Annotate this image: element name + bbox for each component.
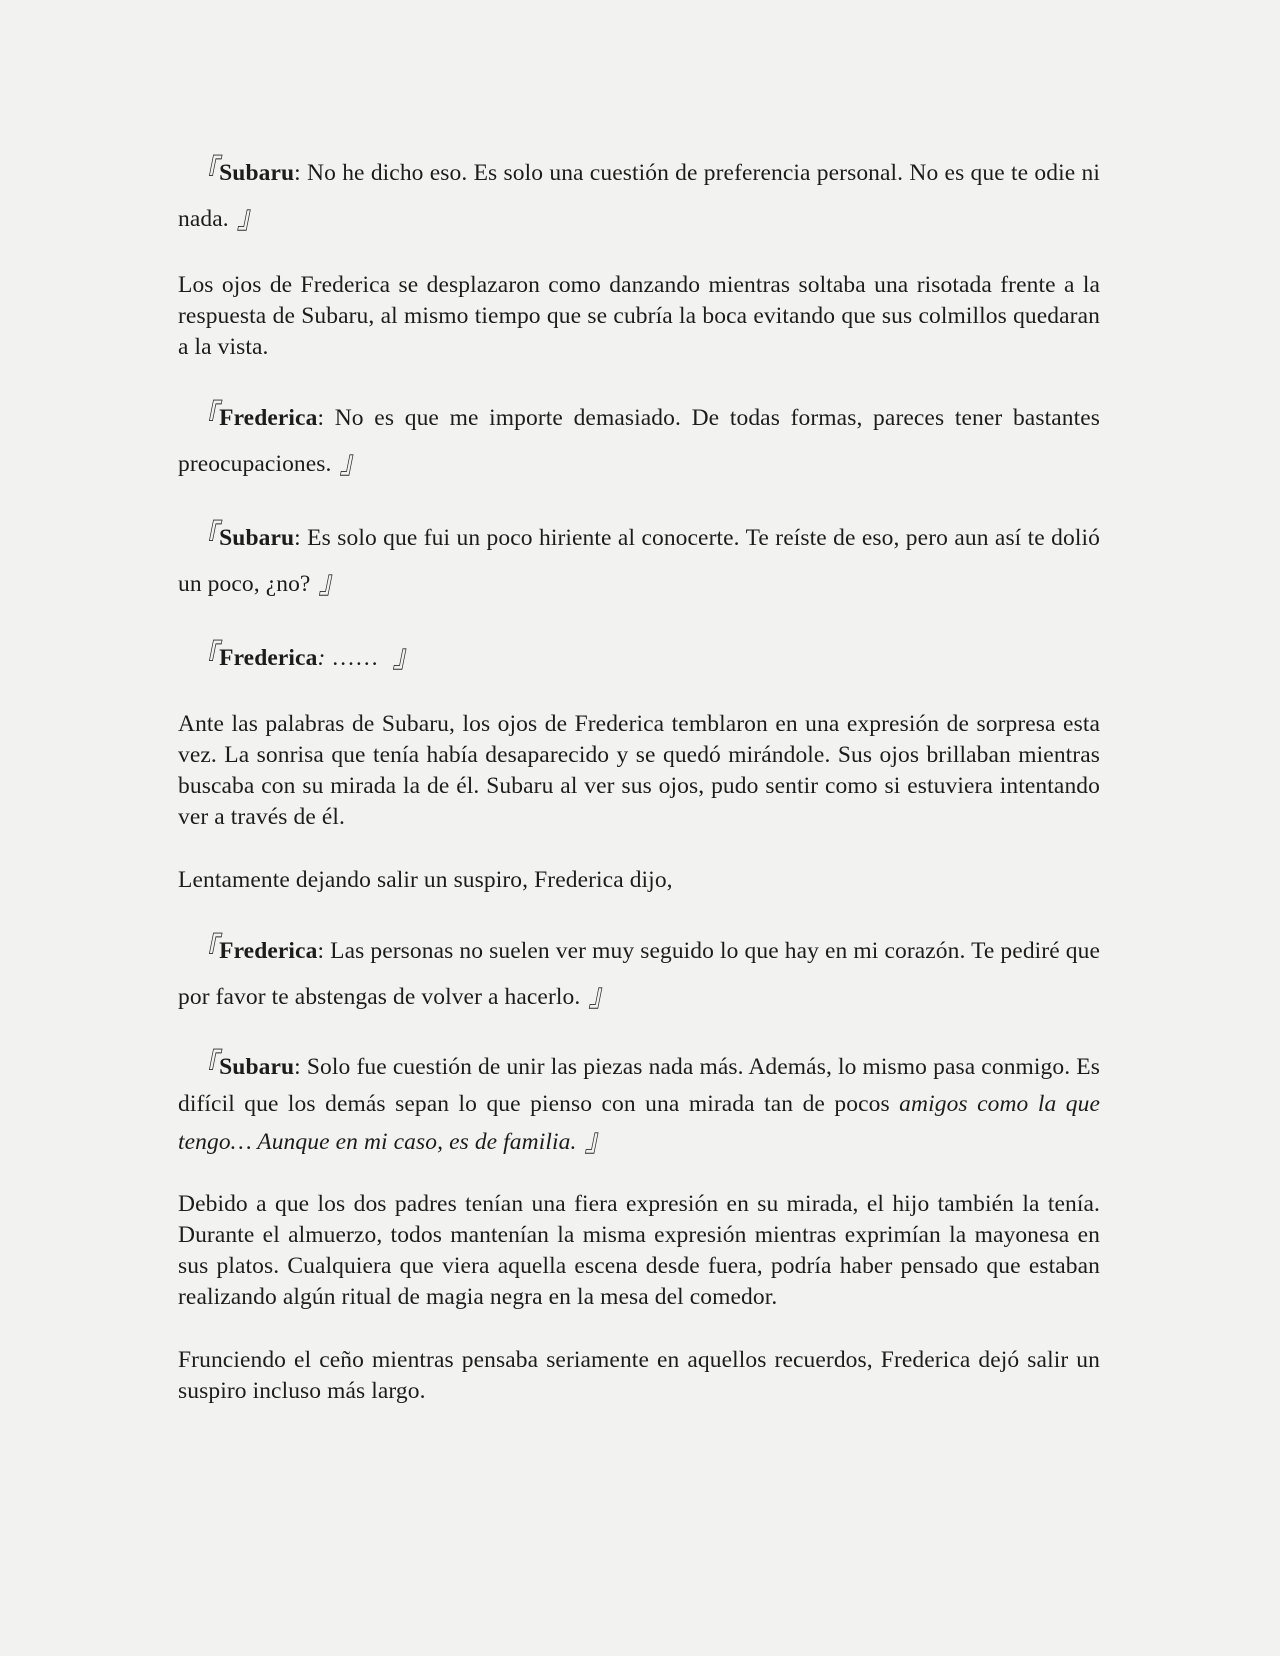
page-body xyxy=(178,150,1100,1439)
dialogue-subaru-2 xyxy=(178,515,1100,607)
quote-close-mark: 』 xyxy=(392,638,419,676)
dialogue-frederica-2 xyxy=(178,635,1100,681)
dialogue-subaru-3 xyxy=(178,1048,1100,1161)
dialogue-text: No es que me importe demasiado. De todas formas, pareces tener bastantes preocupaciones. xyxy=(178,405,1100,477)
speaker-name: Subaru xyxy=(219,1054,295,1080)
speaker-name: Frederica xyxy=(219,938,318,964)
quote-open-mark: 『 xyxy=(192,398,219,436)
quote-open-mark: 『 xyxy=(192,518,219,556)
quote-open-mark: 『 xyxy=(192,931,219,969)
quote-close-mark: 』 xyxy=(236,199,263,237)
speaker-colon: : xyxy=(294,525,301,551)
quote-close-mark: 』 xyxy=(584,1122,611,1160)
dialogue-frederica-3 xyxy=(178,928,1100,1020)
narration-paragraph-2: Ante las palabras de Subaru, los ojos de Frederica temblaron en una expresión de sorpresa esta vez. La sonrisa que tenía había desaparecido y se quedó mirándole. Sus ojos brillaban mientras buscaba con su mirada la de él. Subaru al ver sus ojos, pudo sentir como si estuviera intentando ver a través de él. xyxy=(178,711,1100,830)
speaker-colon: : xyxy=(317,938,325,964)
quote-open-mark: 『 xyxy=(192,153,219,191)
speaker-name: Frederica xyxy=(219,645,318,671)
dialogue-text: Es solo que fui un poco hiriente al conocerte. Te reíste de eso, pero aun así te dolió un poco, ¿no? xyxy=(178,525,1100,597)
narration-paragraph-5: Frunciendo el ceño mientras pensaba seriamente en aquellos recuerdos, Frederica dejó salir un suspiro incluso más largo. xyxy=(178,1347,1100,1404)
dialogue-text: Las personas no suelen ver muy seguido lo que hay en mi corazón. Te pediré que por favor te abstengas de volver a hacerlo. xyxy=(178,938,1100,1010)
dialogue-text: No he dicho eso. Es solo una cuestión de preferencia personal. No es que te odie ni nada. xyxy=(178,160,1100,232)
speaker-colon: : xyxy=(317,405,325,431)
speaker-colon: : xyxy=(294,1054,301,1080)
dialogue-subaru-1 xyxy=(178,150,1100,242)
quote-open-mark: 『 xyxy=(192,638,219,676)
speaker-colon: : xyxy=(317,645,326,671)
dialogue-text: Solo fue cuestión de unir las piezas nada más. Además, lo mismo pasa conmigo. Es difícil que los demás sepan lo que pienso con una mirada tan de pocos xyxy=(178,1054,1100,1117)
speaker-colon: : xyxy=(294,160,301,186)
quote-open-mark: 『 xyxy=(192,1047,219,1085)
dialogue-text: …… xyxy=(325,645,385,671)
speaker-name: Frederica xyxy=(219,405,318,431)
speaker-name: Subaru xyxy=(219,160,295,186)
quote-close-mark: 』 xyxy=(318,564,345,602)
speaker-name: Subaru xyxy=(219,525,295,551)
quote-close-mark: 』 xyxy=(339,444,366,482)
narration-paragraph-3: Lentamente dejando salir un suspiro, Frederica dijo, xyxy=(178,867,673,893)
quote-close-mark: 』 xyxy=(588,977,615,1015)
narration-paragraph-4: Debido a que los dos padres tenían una fiera expresión en su mirada, el hijo también la tenía. Durante el almuerzo, todos mantenían la misma expresión mientras exprimían la mayonesa en sus platos. Cualquiera que viera aquella escena desde fuera, podría haber pensado que estaban realizando algún ritual de magia negra en la mesa del comedor. xyxy=(178,1191,1100,1310)
dialogue-text-italic: amigos como la que tengo… Aunque en mi caso, es de familia. xyxy=(178,1091,1100,1155)
narration-paragraph-1: Los ojos de Frederica se desplazaron como danzando mientras soltaba una risotada frente a la respuesta de Subaru, al mismo tiempo que se cubría la boca evitando que sus colmillos quedaran a la vista. xyxy=(178,272,1100,360)
dialogue-frederica-1 xyxy=(178,395,1100,487)
